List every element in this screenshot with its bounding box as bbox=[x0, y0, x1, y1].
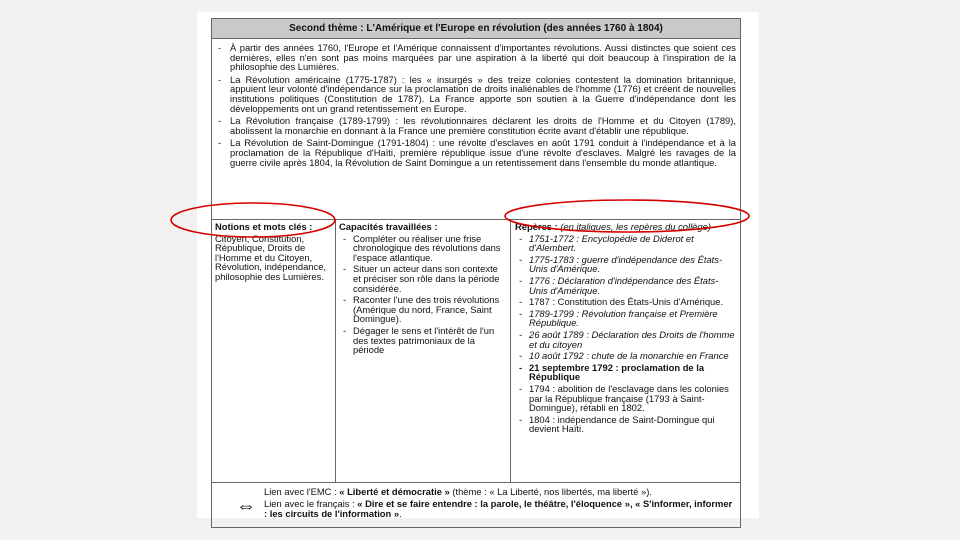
intro-item: - La Révolution américaine (1775-1787) : les « insurgés » des treize colonies contestent la domination britannique, appuient leur volonté d'indépendance sur la proclamation de droits inaliénables de l'homme (1776) et créent de nouvelles institutions politiques (Constitution de 1787). La France apporte son soutien à la Guerre d'indépendance dont les développements ont un grand retentissement en Europe. bbox=[230, 75, 736, 113]
francais-link bbox=[264, 499, 734, 519]
table-title: Second thème : L'Amérique et l'Europe en révolution (des années 1760 à 1804) bbox=[212, 19, 740, 39]
emc-prefix: Lien avec l'EMC : bbox=[264, 486, 337, 497]
repere-item: - 1775-1783 : guerre d'indépendance des États-Unis d'Amérique. bbox=[529, 255, 736, 274]
capacites-heading: Capacités travaillées : bbox=[339, 221, 438, 232]
document-page bbox=[197, 12, 759, 518]
notions-column bbox=[212, 220, 336, 482]
repere-item: - 1776 : Déclaration d'indépendance des États-Unis d'Amérique. bbox=[529, 276, 736, 295]
reperes-heading-label: Repères : bbox=[515, 221, 558, 232]
double-arrow-icon: ⇔ bbox=[236, 495, 256, 517]
repere-item: - 1789-1799 : Révolution française et Première République. bbox=[529, 309, 736, 328]
emc-rest: (thème : « La Liberté, nos libertés, ma liberté »). bbox=[452, 486, 652, 497]
capacite-item: - Dégager le sens et l'intérêt de l'un des textes patrimoniaux de la période bbox=[353, 326, 507, 355]
links-section bbox=[212, 482, 740, 528]
reperes-column bbox=[511, 220, 740, 482]
reperes-heading-note: (en italiques, les repères du collège) bbox=[560, 221, 711, 232]
reperes-heading bbox=[515, 222, 736, 232]
francais-prefix: Lien avec le français : bbox=[264, 498, 355, 509]
repere-item: - 1794 : abolition de l'esclavage dans les colonies par la République française (1793 à Saint-Domingue), rétabli en 1802. bbox=[529, 384, 736, 413]
notions-text: Citoyen, Constitution, République, Droits de l'Homme et du Citoyen, Révolution, indépendance, philosophie des Lumières. bbox=[215, 232, 327, 282]
intro-section bbox=[212, 39, 740, 220]
capacite-item: - Situer un acteur dans son contexte et préciser son rôle dans la période considérée. bbox=[353, 264, 507, 293]
capacite-item: - Raconter l'une des trois révolutions (Amérique du nord, France, Saint Domingue). bbox=[353, 295, 507, 324]
repere-item: - 21 septembre 1792 : proclamation de la République bbox=[529, 363, 736, 382]
program-table bbox=[211, 18, 741, 528]
emc-link bbox=[264, 487, 734, 497]
francais-end: . bbox=[399, 508, 402, 519]
links-text bbox=[264, 487, 734, 519]
notions-heading: Notions et mots clés : bbox=[215, 221, 313, 232]
emc-title: « Liberté et démocratie » bbox=[339, 486, 450, 497]
repere-item: - 1787 : Constitution des États-Unis d'Amérique. bbox=[529, 297, 736, 307]
intro-item: - La Révolution française (1789-1799) : les révolutionnaires déclarent les droits de l'Homme et du Citoyen (1789), abolissent la monarchie en donnant à la France une première constitution écrite avant d'établir une république. bbox=[230, 116, 736, 135]
repere-item: - 26 août 1789 : Déclaration des Droits de l'homme et du citoyen bbox=[529, 330, 736, 349]
capacite-item: - Compléter ou réaliser une frise chronologique des révolutions dans l'espace atlantique. bbox=[353, 234, 507, 263]
capacites-column bbox=[336, 220, 511, 482]
repere-item: - 1751-1772 : Encyclopédie de Diderot et d'Alembert. bbox=[529, 234, 736, 253]
intro-item: - La Révolution de Saint-Domingue (1791-1804) : une révolte d'esclaves en août 1791 conduit à l'indépendance et à la proclamation de la République d'Haïti, première république issue d'une révolte d'esclaves. Malgré les ravages de la guerre civile après 1804, la Révolution de Saint Domingue a un retentissement dans l'ensemble du monde atlantique. bbox=[230, 138, 736, 167]
intro-item: - À partir des années 1760, l'Europe et l'Amérique connaissent d'importantes révolutions. Aussi distinctes que soient ces dernières, elles n'en sont pas moins marquées par une aspiration à la liberté qui doit beaucoup à l'inspiration de la philosophie des Lumières. bbox=[230, 43, 736, 72]
repere-item: - 1804 : indépendance de Saint-Domingue qui devient Haïti. bbox=[529, 415, 736, 434]
repere-item: - 10 août 1792 : chute de la monarchie en France bbox=[529, 351, 736, 361]
francais-title: « Dire et se faire entendre : la parole, le théâtre, l'éloquence », « S'informer, informer : les circuits de l'information » bbox=[264, 498, 733, 519]
